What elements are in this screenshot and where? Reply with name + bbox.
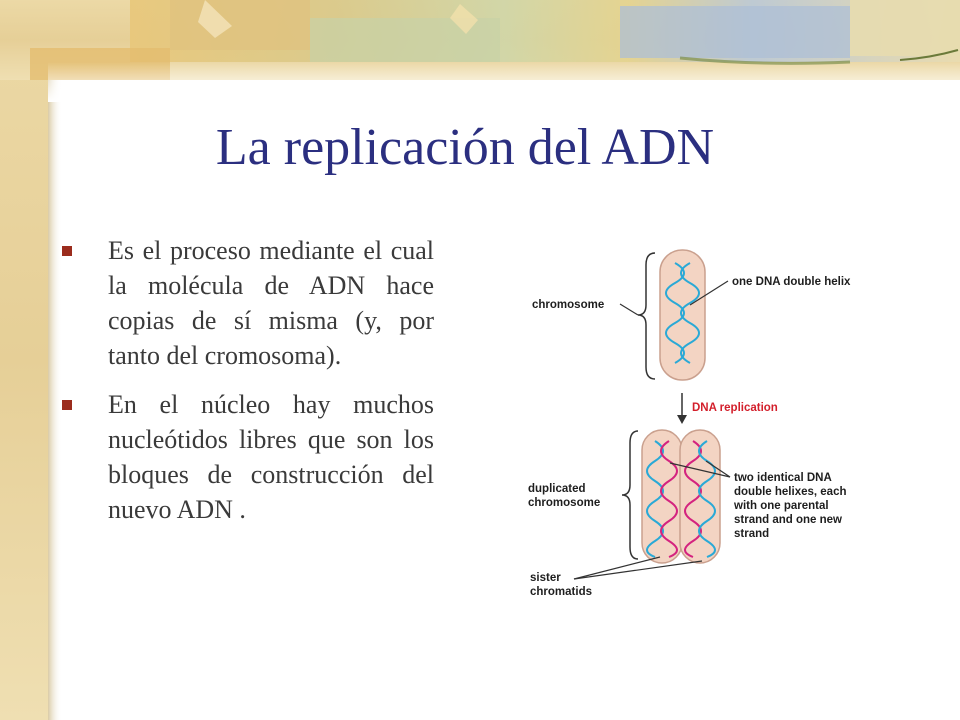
chromosome-leader-line xyxy=(620,304,638,315)
identical-label: strand and one new xyxy=(734,514,842,526)
identical-label: with one parental xyxy=(734,500,829,512)
chromosome-label: chromosome xyxy=(532,299,605,311)
identical-label: two identical DNA xyxy=(734,472,832,484)
duplicated-label: chromosome xyxy=(528,497,601,509)
identical-label: double helixes, each xyxy=(734,486,847,498)
bullet-text: Es el proceso mediante el cual la molécula de ADN hace copias de sí misma (y, por tanto del cromosoma). xyxy=(108,236,434,370)
sister-leader-line xyxy=(574,557,660,579)
sister-label: chromatids xyxy=(530,586,592,598)
bullet-item xyxy=(62,233,434,373)
duplicated-bracket xyxy=(622,431,638,559)
double-helix-label: one DNA double helix xyxy=(732,276,851,288)
sister-label: sister xyxy=(530,572,561,584)
bullet-marker xyxy=(62,246,72,256)
bullet-text: En el núcleo hay muchos nucleótidos libres que son los bloques de construcción del nuevo ADN . xyxy=(108,390,434,524)
bullet-list xyxy=(62,233,434,541)
arrow-head-icon xyxy=(677,415,687,424)
duplicated-label: duplicated xyxy=(528,483,586,495)
replication-label: DNA replication xyxy=(692,402,778,414)
slide-title: La replicación del ADN xyxy=(215,119,715,176)
bullet-item xyxy=(62,387,434,527)
sister-leader-line xyxy=(574,561,702,579)
bullet-marker xyxy=(62,400,72,410)
chromosome-bracket xyxy=(638,253,655,379)
dna-replication-diagram xyxy=(520,245,880,615)
identical-label: strand xyxy=(734,528,770,540)
